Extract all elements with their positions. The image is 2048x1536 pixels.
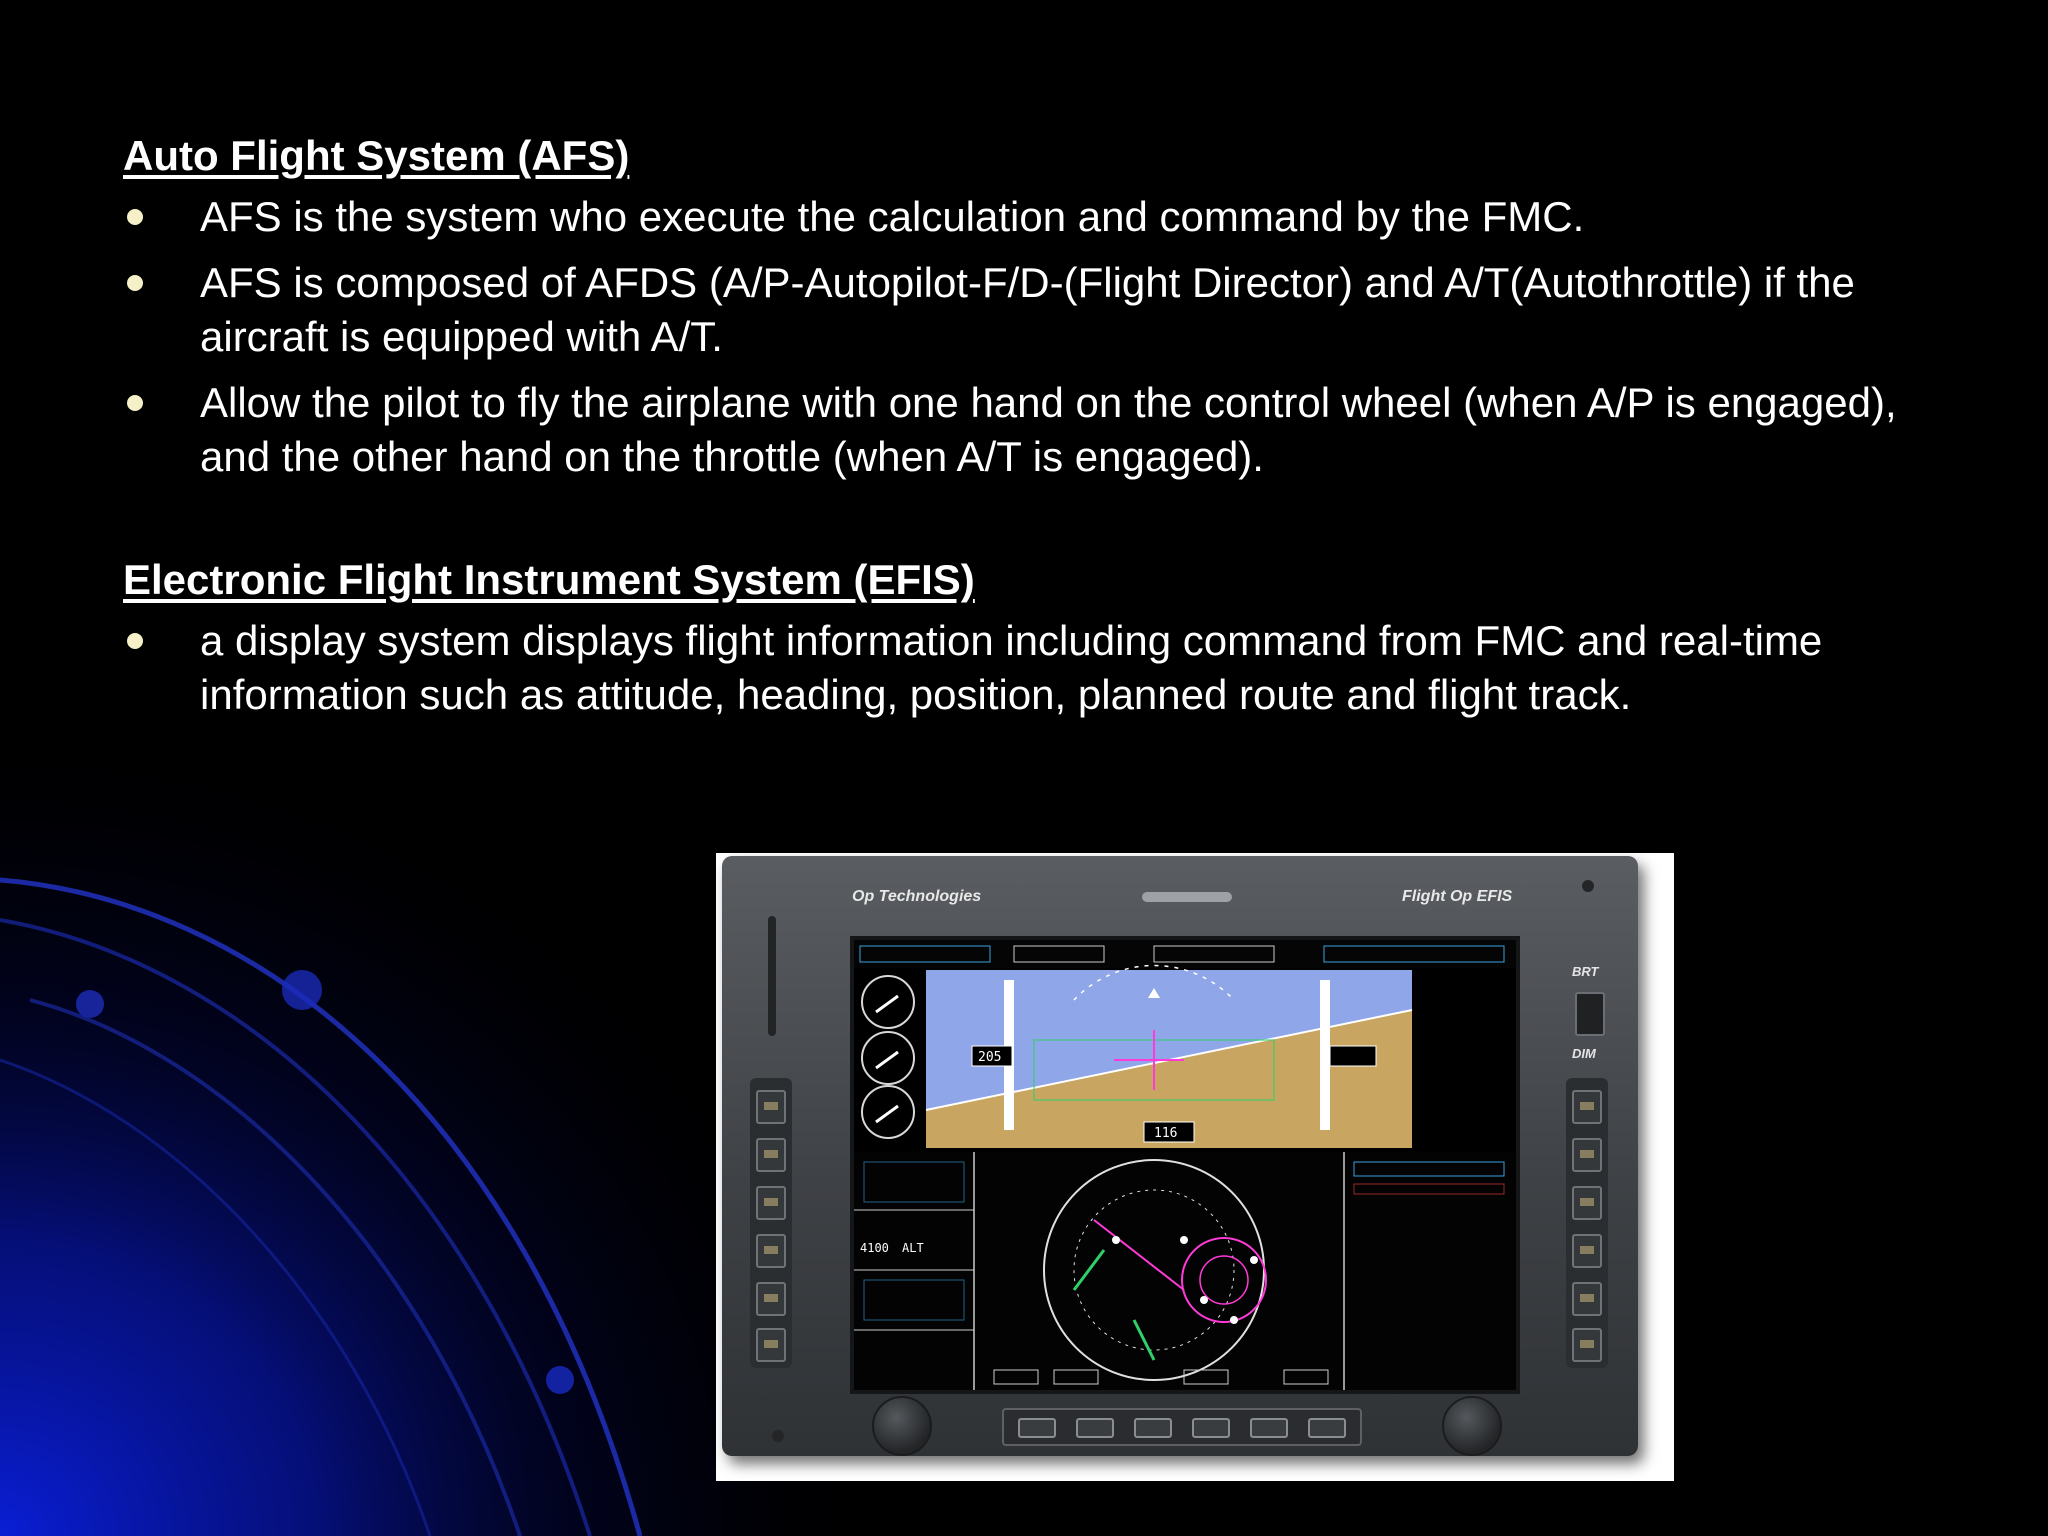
bottom-soft-key <box>1018 1418 1056 1438</box>
bottom-soft-key <box>1134 1418 1172 1438</box>
list-item <box>123 376 1953 484</box>
airspeed-readout: 205 <box>978 1050 1002 1065</box>
soft-key <box>756 1328 786 1362</box>
bottom-soft-key <box>1192 1418 1230 1438</box>
altitude-readout: 4100 <box>860 1241 889 1255</box>
bullet-text: Allow the pilot to fly the airplane with one hand on the control wheel (when A/P is engaged), and the other hand on the throttle (when A/T is engaged). <box>200 379 1897 480</box>
bullet-icon <box>127 633 143 649</box>
soft-key <box>1572 1090 1602 1124</box>
efis-screen-graphics <box>854 940 1516 1390</box>
soft-key <box>1572 1186 1602 1220</box>
brt-label: BRT <box>1572 964 1599 979</box>
section-spacer <box>123 496 1953 554</box>
bullet-text: a display system displays flight information including command from FMC and real-time information such as attitude, heading, position, planned route and flight track. <box>200 617 1823 718</box>
soft-key <box>756 1282 786 1316</box>
left-key-column <box>750 1078 792 1368</box>
soft-key <box>756 1234 786 1268</box>
bottom-key-strip <box>1002 1408 1362 1446</box>
bullet-text: AFS is composed of AFDS (A/P-Autopilot-F/D-(Flight Director) and A/T(Autothrottle) if the aircraft is equipped with A/T. <box>200 259 1855 360</box>
list-item <box>123 614 1953 722</box>
afs-bullet-list <box>123 190 1953 484</box>
screw-icon <box>1582 880 1594 892</box>
logo-emblem <box>1142 892 1232 902</box>
bullet-icon <box>127 395 143 411</box>
heading-readout: 116 <box>1154 1126 1178 1141</box>
brightness-rocker <box>1575 992 1605 1036</box>
list-item <box>123 256 1953 364</box>
left-rotary-knob <box>872 1396 932 1456</box>
afs-heading: Auto Flight System (AFS) <box>123 132 630 179</box>
efis-heading: Electronic Flight Instrument System (EFIS) <box>123 556 975 603</box>
slide-content <box>123 130 1953 734</box>
bullet-text: AFS is the system who execute the calculation and command by the FMC. <box>200 193 1585 240</box>
efis-screen <box>850 936 1520 1394</box>
screw-icon <box>772 1430 784 1442</box>
brand-label-left: Op Technologies <box>852 888 982 905</box>
right-rotary-knob <box>1442 1396 1502 1456</box>
soft-key <box>756 1186 786 1220</box>
bottom-soft-key <box>1076 1418 1114 1438</box>
bullet-icon <box>127 275 143 291</box>
bullet-icon <box>127 209 143 225</box>
right-key-column <box>1566 1078 1608 1368</box>
dim-label: DIM <box>1572 1046 1596 1061</box>
soft-key <box>1572 1138 1602 1172</box>
soft-key <box>1572 1328 1602 1362</box>
bottom-soft-key <box>1308 1418 1346 1438</box>
card-slot <box>768 916 776 1036</box>
efis-device-image <box>716 853 1674 1481</box>
soft-key <box>756 1090 786 1124</box>
device-bezel <box>722 856 1638 1456</box>
soft-key <box>1572 1234 1602 1268</box>
efis-bullet-list <box>123 614 1953 722</box>
soft-key <box>1572 1282 1602 1316</box>
altitude-label: ALT <box>902 1241 924 1255</box>
soft-key <box>756 1138 786 1172</box>
bottom-soft-key <box>1250 1418 1288 1438</box>
brand-label-right: Flight Op EFIS <box>1402 888 1513 905</box>
list-item <box>123 190 1953 244</box>
